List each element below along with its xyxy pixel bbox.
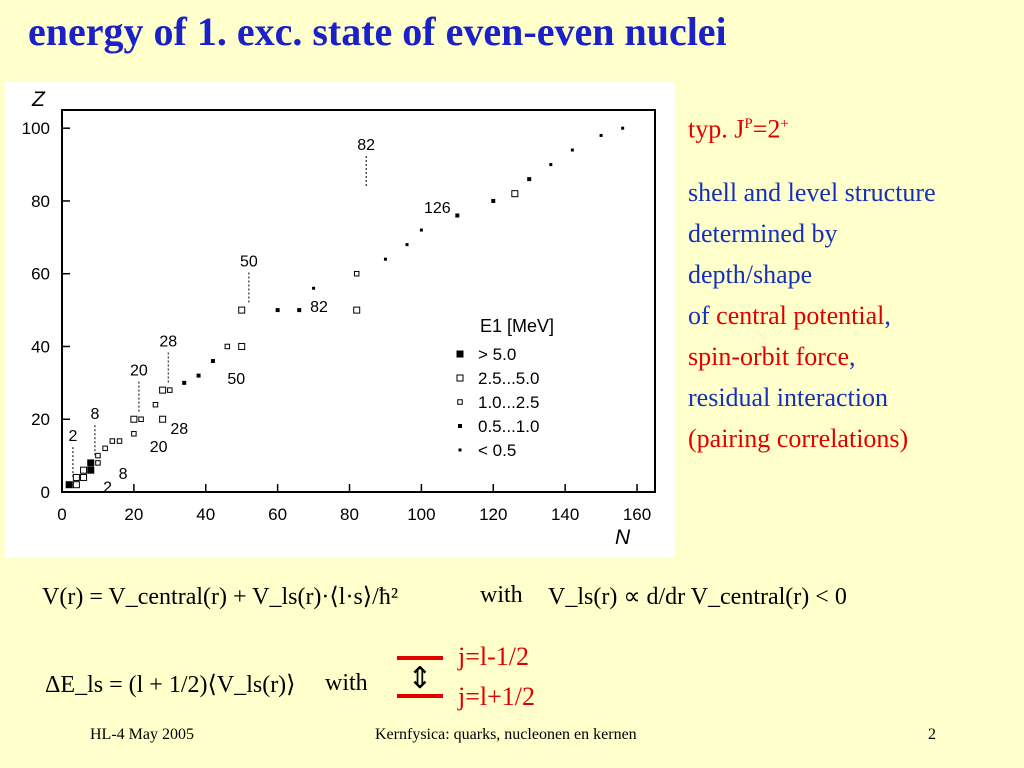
- x-tick-label: 100: [407, 505, 436, 524]
- legend-entry: 0.5...1.0: [478, 417, 540, 436]
- data-point: [225, 344, 230, 349]
- x-tick-label: 140: [550, 505, 580, 524]
- side-explanation: [688, 172, 936, 459]
- eq2-with: with: [325, 670, 368, 696]
- side-line-3: depth/shape: [688, 260, 813, 289]
- central-potential-text: central potential: [716, 301, 885, 330]
- footer-course: Kernfysica: quarks, nucleonen en kernen: [375, 726, 637, 743]
- y-tick-label: 0: [40, 483, 50, 502]
- data-point: [406, 244, 408, 246]
- data-point: [103, 446, 108, 451]
- data-point: [550, 164, 552, 166]
- state-j-minus: j=l-1/2: [458, 642, 529, 671]
- data-point: [384, 258, 386, 260]
- data-point: [168, 388, 173, 393]
- side-line-2: determined by: [688, 219, 838, 248]
- eq1-lhs: V(r): [42, 584, 84, 610]
- footer-date: HL-4 May 2005: [90, 726, 194, 743]
- state-j-plus: j=l+1/2: [458, 682, 535, 711]
- data-point: [298, 309, 301, 312]
- magic-label: 126: [423, 199, 451, 217]
- y-axis-label: Z: [32, 88, 45, 111]
- data-point: [88, 467, 94, 473]
- data-point: [132, 432, 137, 437]
- data-point: [313, 287, 315, 289]
- data-point: [600, 134, 602, 136]
- legend-entry: < 0.5: [478, 441, 517, 460]
- data-point: [73, 474, 79, 480]
- magic-label: 50: [227, 371, 246, 389]
- side-line-7: (pairing correlations): [688, 424, 909, 453]
- side-line-4: [688, 295, 936, 336]
- data-point: [160, 387, 166, 393]
- legend-entry: 1.0...2.5: [478, 393, 540, 412]
- data-point: [88, 460, 94, 466]
- data-point: [117, 439, 122, 444]
- line5-suffix: ,: [849, 342, 856, 371]
- data-point: [139, 417, 144, 422]
- nuclear-chart-figure: [5, 82, 675, 557]
- data-point: [197, 374, 200, 377]
- legend-marker: [457, 351, 463, 357]
- typ-mid: =2: [752, 114, 781, 144]
- legend-entry: > 5.0: [478, 345, 517, 364]
- data-point: [81, 474, 87, 480]
- data-point: [512, 191, 518, 197]
- y-tick-label: 60: [31, 264, 50, 284]
- typ-sup-plus: +: [780, 116, 789, 132]
- data-point: [183, 381, 186, 384]
- x-tick-label: 20: [124, 505, 144, 524]
- magic-label: 8: [118, 465, 128, 483]
- data-point: [571, 149, 573, 151]
- data-point: [160, 416, 166, 422]
- data-point: [420, 229, 422, 231]
- data-point: [622, 127, 624, 129]
- level-splitting-icon: [395, 648, 450, 704]
- y-tick-label: 40: [31, 337, 50, 357]
- x-tick-label: 0: [57, 505, 67, 524]
- data-point: [96, 453, 101, 458]
- data-point: [354, 307, 360, 313]
- x-tick-label: 120: [479, 505, 508, 524]
- x-tick-label: 80: [340, 505, 359, 524]
- nuclear-chart: [5, 82, 675, 557]
- y-tick-label: 20: [31, 410, 50, 430]
- magic-label: 2: [68, 428, 78, 446]
- magic-label: 2: [103, 479, 113, 497]
- side-line-5: [688, 336, 936, 377]
- data-point: [81, 467, 87, 473]
- equation-splitting: ΔE_ls = (l + 1/2)⟨V_ls(r)⟩: [45, 672, 296, 698]
- x-tick-label: 160: [622, 505, 652, 524]
- plot-frame: [62, 110, 655, 492]
- magic-label: 28: [170, 420, 189, 438]
- data-point: [239, 343, 245, 349]
- data-point: [110, 439, 115, 444]
- side-line-1: shell and level structure: [688, 178, 936, 207]
- legend-marker: [458, 400, 463, 405]
- magic-label: 8: [90, 406, 100, 424]
- y-tick-label: 100: [21, 119, 50, 139]
- magic-label: 82: [357, 137, 376, 155]
- eq1-with: with: [480, 582, 523, 608]
- data-point: [239, 307, 245, 313]
- magic-label: 28: [159, 333, 178, 351]
- data-point: [66, 482, 72, 488]
- data-point: [131, 416, 137, 422]
- typ-sup-p: P: [744, 116, 753, 132]
- legend-marker: [457, 375, 463, 381]
- magic-label: 50: [239, 253, 258, 271]
- data-point: [276, 309, 279, 312]
- data-point: [96, 461, 101, 466]
- data-point: [492, 199, 495, 202]
- line4-suffix: ,: [884, 301, 891, 330]
- footer-page-number: 2: [928, 726, 936, 743]
- x-tick-label: 40: [196, 505, 216, 524]
- typical-spin-parity: [688, 104, 789, 150]
- data-point: [153, 402, 158, 407]
- data-point: [528, 178, 531, 181]
- x-tick-label: 60: [268, 505, 288, 524]
- slide-title: energy of 1. exc. state of even-even nuclei: [28, 9, 727, 54]
- data-point: [73, 482, 79, 488]
- legend-marker: [459, 425, 462, 428]
- magic-label: 20: [130, 362, 148, 380]
- magic-label: 82: [310, 299, 328, 317]
- data-point: [354, 271, 359, 276]
- magic-label: 20: [149, 438, 168, 456]
- data-point: [456, 214, 459, 217]
- eq1-condition: V_ls(r) ∝ d/dr V_central(r) < 0: [548, 584, 847, 610]
- x-axis-label: N: [615, 526, 631, 549]
- spin-orbit-text: spin-orbit force: [688, 342, 850, 371]
- legend-title: E1 [MeV]: [480, 316, 555, 336]
- data-point: [211, 360, 214, 363]
- line4-prefix: of: [688, 301, 717, 330]
- svg-text:⇕: ⇕: [407, 661, 433, 696]
- eq1-rhs: = V_central(r) + V_ls(r)·⟨l·s⟩/ħ²: [89, 584, 399, 610]
- typ-prefix: typ. J: [688, 114, 745, 144]
- legend-entry: 2.5...5.0: [478, 369, 540, 388]
- equation-potential: [42, 582, 398, 611]
- side-line-6: residual interaction: [688, 383, 888, 412]
- y-tick-label: 80: [31, 191, 50, 211]
- legend-marker: [459, 449, 461, 451]
